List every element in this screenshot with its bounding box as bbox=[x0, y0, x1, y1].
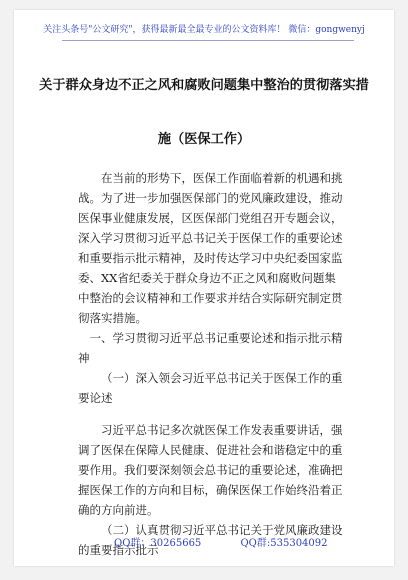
footer-contact bbox=[114, 534, 384, 549]
body-paragraph-intro: 在当前的形势下，医保工作面临着新的机遇和挑战。为了进一步加强医保部门的党风廉政建设，推动医保事业健康发展，区医保部门党组召开专题会议，深入学习贯彻习近平总书记关于医保工作的重要论述和重要指示批示精神，及时传达学习中央纪委国家监委、XX省纪委关于群众身边不正之风和腐败问题集中整治的会议精神和工作要求并结合实际研究制定贯彻落实措施。 bbox=[78, 171, 343, 325]
body-paragraph-2: 习近平总书记多次就医保工作发表重要讲话，强调了医保在保障人民健康、促进社会和谐稳定中的重要作用。我们要深刻领会总书记的重要论述，准确把握医保工作的方向和目标，确保医保工作始终沿着正确的方向前进。 bbox=[78, 423, 343, 517]
document-body bbox=[78, 168, 346, 560]
header-divider bbox=[62, 40, 354, 41]
subsection-heading-2: （二）认真贯彻习近平总书记关于党风廉政建设的重要指示批示 bbox=[78, 523, 343, 557]
footer-qq-group-2: QQ群:535304092 bbox=[240, 538, 328, 549]
footer-qq-group-1: QQ群：30265665 bbox=[114, 538, 202, 549]
document-title-line-1: 关于群众身边不正之风和腐败问题集中整治的贯彻落实措 bbox=[39, 78, 369, 93]
header-notice: 关注头条号"公文研究"，获得最新最全最专业的公文资料库！ 微信：gongwenyj bbox=[43, 25, 365, 35]
document-title-line-2: 施（医保工作） bbox=[157, 132, 251, 147]
document-page bbox=[14, 10, 394, 566]
subsection-heading-1: （一）深入领会习近平总书记关于医保工作的重要论述 bbox=[78, 371, 343, 405]
section-heading-1: 一、学习贯彻习近平总书记重要论述和指示批示精神 bbox=[78, 331, 343, 365]
